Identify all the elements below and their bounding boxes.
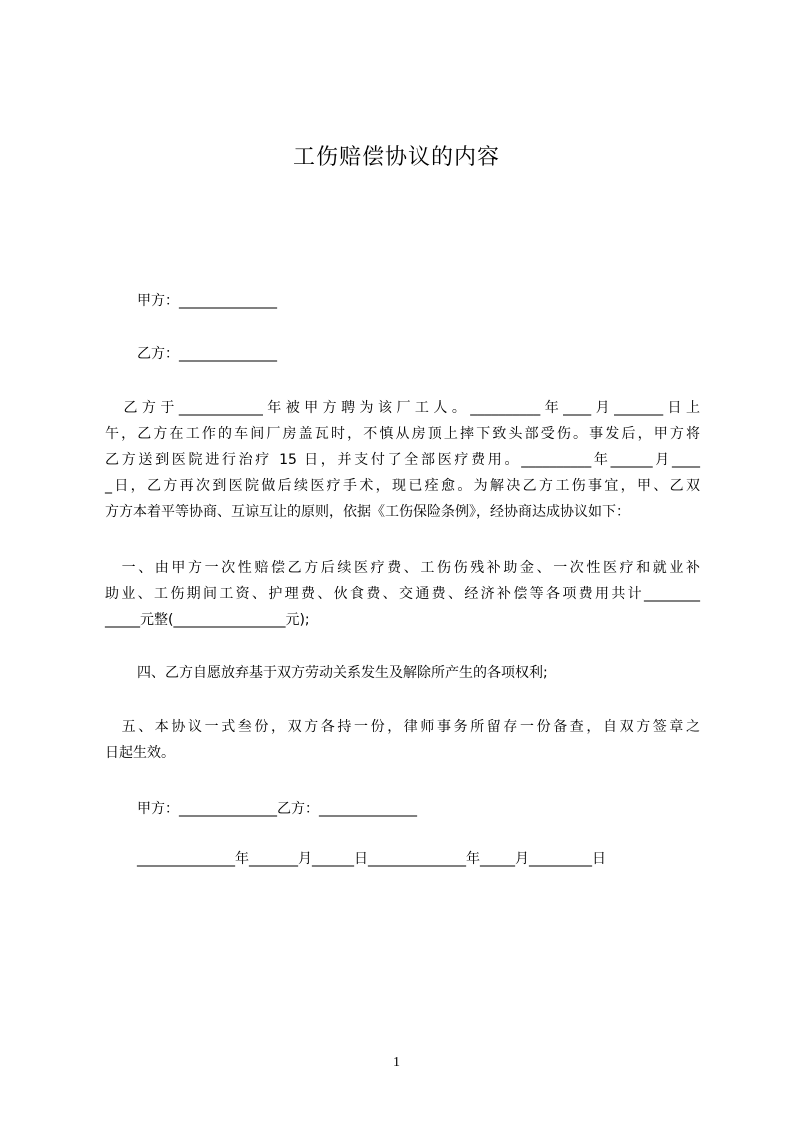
party-a-line: 甲方：______________: [137, 293, 277, 309]
paragraph-line: _____元整(________________元);: [105, 612, 310, 628]
date-line: ______________年_______月______日______________年_____月_________日: [137, 851, 606, 867]
page-number: 1: [393, 1055, 400, 1070]
paragraph-line: 乙方送到医院进行治疗 15 日，并支付了全部医疗费用。__________年______月____: [105, 452, 700, 468]
clause-one-paragraph: [105, 555, 700, 633]
clause-five-paragraph: [105, 714, 700, 766]
document-title: 工伤赔偿协议的内容: [292, 145, 500, 170]
paragraph-line: 日起生效。: [105, 745, 175, 761]
paragraph-line: 一、由甲方一次性赔偿乙方后续医疗费、工伤伤残补助金、一次性医疗和就业补: [105, 560, 700, 576]
signature-line: 甲方：______________乙方：______________: [137, 801, 417, 817]
intro-paragraph: [105, 395, 700, 525]
paragraph-line: 方方本着平等协商、互谅互让的原则，依据《工伤保险条例》，经协商达成协议如下：: [105, 504, 630, 520]
paragraph-line: _日，乙方再次到医院做后续医疗手术，现已痊愈。为解决乙方工伤事宜，甲、乙双: [105, 478, 700, 494]
paragraph-line: 午，乙方在工作的车间厂房盖瓦时，不慎从房顶上摔下致头部受伤。事发后，甲方将: [105, 426, 700, 442]
paragraph-line: 助业、工伤期间工资、护理费、伙食费、交通费、经济补偿等各项费用共计________: [105, 586, 700, 602]
party-b-line: 乙方：______________: [137, 346, 277, 362]
paragraph-line: 五、本协议一式叁份，双方各持一份，律师事务所留存一份备查，自双方签章之: [105, 719, 700, 735]
clause-four-line: 四、乙方自愿放弃基于双方劳动关系发生及解除所产生的各项权利;: [137, 665, 548, 681]
paragraph-line: 乙方于____________年被甲方聘为该厂工人。__________年____月_______日上: [105, 400, 700, 416]
